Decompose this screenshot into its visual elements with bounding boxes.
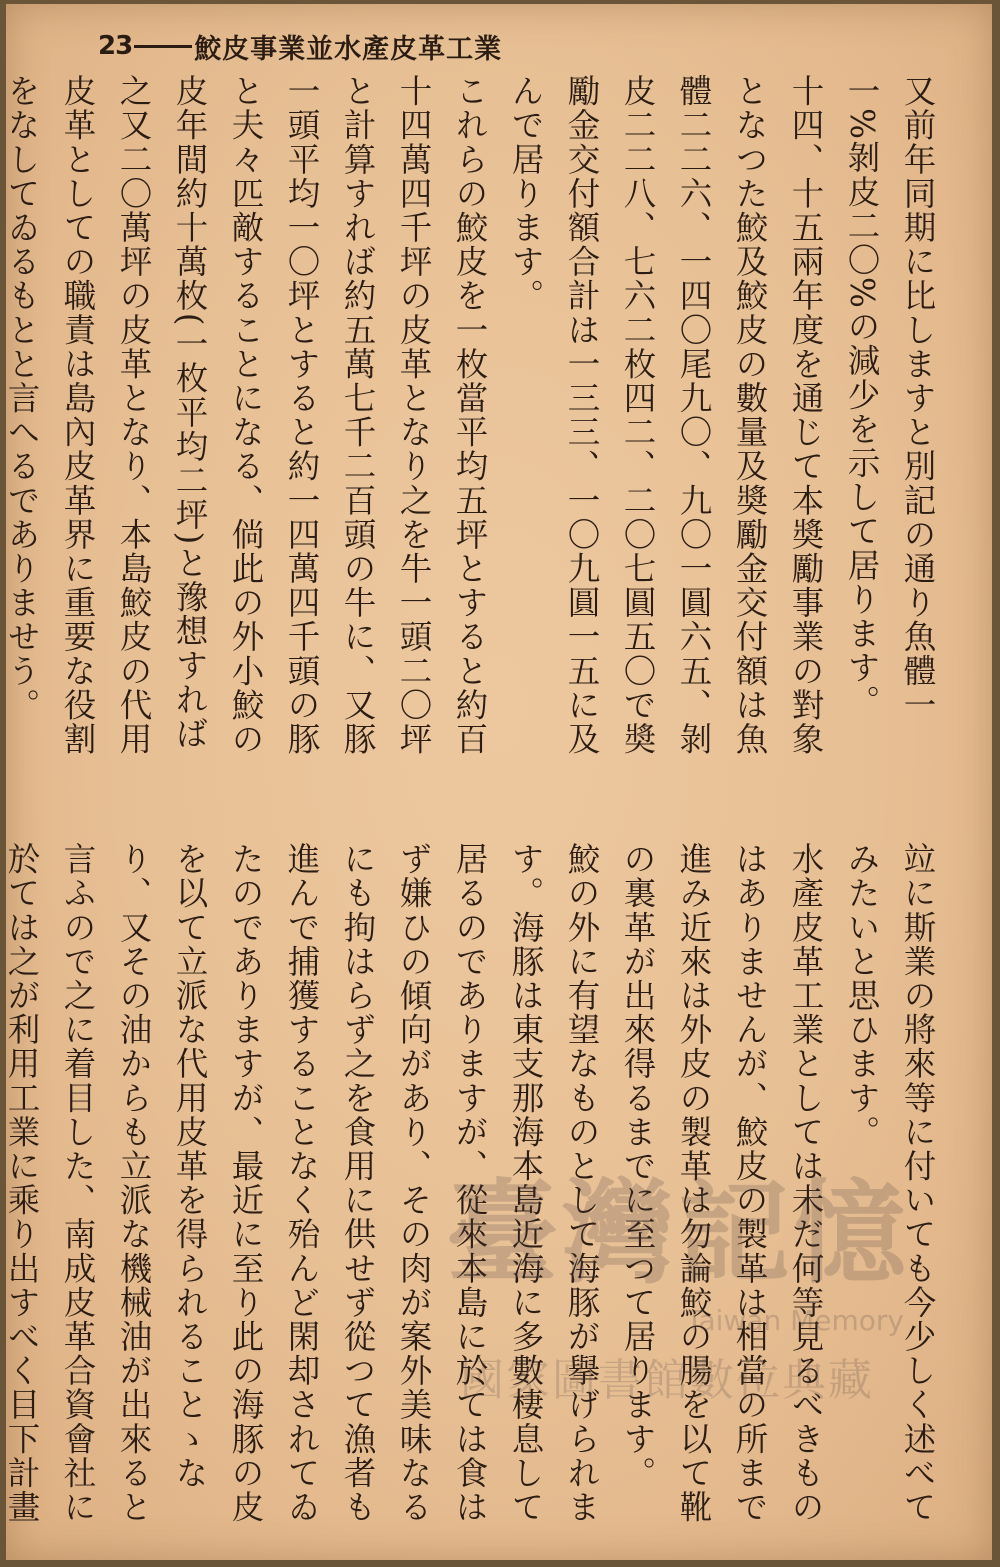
book-page	[3, 4, 992, 1560]
lower-text-section	[3, 842, 946, 1542]
paragraph: 水產皮革工業としては未だ何等見るべきものはありませんが、鮫皮の製革は相當の所まで進み近來は外皮の製革は勿論鮫の腸を以て靴の裏革が出來得るまでに至つて居ります。	[619, 842, 825, 1524]
paragraph: 十四、十五兩年度を通じて本奬勵事業の對象となつた鮫及鮫皮の數量及奬勵金交付額は魚體二二六、一四〇尾九〇、九〇一圓六五、剝皮二二八、七六二枚四二、二〇七圓五〇で奬勵金交付額合計は一三三、一〇九圓一五に及んで居ります。	[507, 74, 825, 756]
paragraph: 又前年同期に比しますと別記の通り魚體一一%剝皮二〇%の減少を示して居ります。	[843, 74, 937, 722]
watermark-english: Taiwan Memory	[686, 1304, 904, 1337]
paragraph: 鮫の外に有望なものとして海豚が擧げられます。海豚は東支那海本島近海に多數棲息して居るのでありますが、從來本島に於ては食はず嫌ひの傾向があり、その肉が案外美味なるにも拘はらず之を食用に供せず從つて漁者も進んで捕獲することなく殆んど閑却されてゐたのでありますが、最近に至り此の海豚の皮を以て立派な代用皮革を得られることゝなり、又その油からも立派な機械油が出來ると言ふので之に着目した、南成皮革合資會社に於ては之が利用工業に乘り出すべく目下計畫	[3, 842, 601, 1524]
running-title: 鮫皮事業並水產皮革工業	[194, 33, 503, 65]
watermark-subtitle: 國家圖書館數位典藏	[460, 1355, 874, 1406]
paragraph: 竝に斯業の將來等に付いても今少しく述べてみたいと思ひます。	[843, 842, 937, 1524]
paragraph: これらの鮫皮を一枚當平均五坪とすると約百十四萬四千坪の皮革となり之を牛一頭二〇坪と計算すれば約五萬七千二百頭の牛に、又豚一頭平均一〇坪とすると約一四萬四千頭の豚と夫々匹敵することになる、倘此の外小鮫の皮年間約十萬枚(一枚平均二坪)と豫想すれば之又二〇萬坪の皮革となり、本島鮫皮の代用皮革としての職責は島內皮革界に重要な役割をなしてゐるもとと言へるでありませう。	[3, 74, 489, 756]
upper-text-section	[3, 74, 946, 774]
watermark-title: 臺灣記憶	[446, 1168, 910, 1299]
page-number: 23	[98, 31, 133, 61]
header-dash-rule	[134, 45, 192, 48]
page-header	[98, 26, 502, 66]
